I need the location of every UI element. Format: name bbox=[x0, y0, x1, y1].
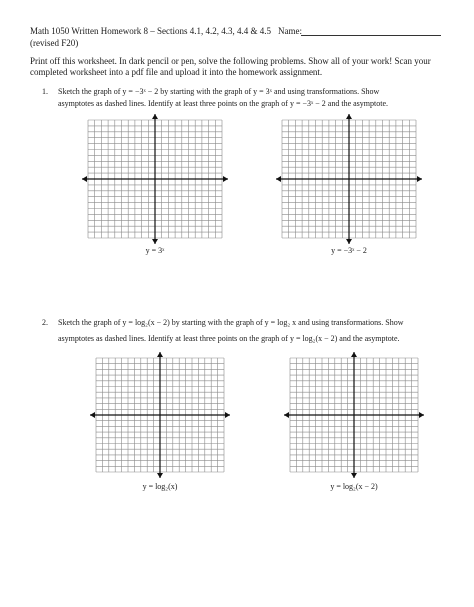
instructions-line-1: Print off this worksheet. In dark pencil or pen, solve the following problems. Show all of your work! Scan your bbox=[30, 56, 431, 66]
name-blank-line bbox=[301, 35, 441, 36]
x-axis-arrow-left bbox=[82, 176, 87, 182]
graph-caption-2b: y = log₂(x − 2) bbox=[330, 482, 378, 491]
x-axis-arrow-right bbox=[417, 176, 422, 182]
worksheet-title: Math 1050 Written Homework 8 – Sections 4.1, 4.2, 4.3, 4.4 & 4.5 bbox=[30, 26, 271, 36]
x-axis-arrow-left bbox=[90, 412, 95, 418]
x-axis-arrow-left bbox=[284, 412, 289, 418]
y-axis-arrow-down bbox=[351, 473, 357, 478]
y-axis-arrow-down bbox=[152, 239, 158, 244]
x-axis-arrow-right bbox=[223, 176, 228, 182]
graph-grid-1b[interactable] bbox=[276, 114, 422, 244]
revision-label: (revised F20) bbox=[30, 38, 79, 48]
graph-caption-1a: y = 3ˣ bbox=[145, 246, 165, 255]
instructions-line-2: completed worksheet into a pdf file and upload it into the homework assignment. bbox=[30, 67, 323, 77]
y-axis-arrow-up bbox=[157, 352, 163, 357]
y-axis-arrow-down bbox=[157, 473, 163, 478]
problem-2-number: 2. bbox=[42, 318, 48, 327]
x-axis-arrow-right bbox=[419, 412, 424, 418]
x-axis-arrow-right bbox=[225, 412, 230, 418]
problem-1-text-line-2: asymptotes as dashed lines. Identify at least three points on the graph of y = −3ˣ − 2 and the asymptote. bbox=[58, 99, 388, 108]
y-axis-arrow-up bbox=[351, 352, 357, 357]
y-axis-arrow-up bbox=[152, 114, 158, 119]
graph-caption-1b: y = −3ˣ − 2 bbox=[331, 246, 367, 255]
x-axis-arrow-left bbox=[276, 176, 281, 182]
graph-grid-2a[interactable] bbox=[90, 352, 230, 478]
graph-grid-2b[interactable] bbox=[284, 352, 424, 478]
name-label: Name: bbox=[278, 26, 302, 36]
y-axis-arrow-down bbox=[346, 239, 352, 244]
graph-caption-2a: y = log₂(x) bbox=[142, 482, 178, 491]
problem-2-text-line-2: asymptotes as dashed lines. Identify at least three points on the graph of y = log₂(x − 2) and the asymptote. bbox=[58, 334, 400, 343]
problem-1-text-line-1: Sketch the graph of y = −3ˣ − 2 by starting with the graph of y = 3ˣ and using transformations. Show bbox=[58, 87, 380, 96]
problem-1-number: 1. bbox=[42, 87, 48, 96]
y-axis-arrow-up bbox=[346, 114, 352, 119]
graph-grid-1a[interactable] bbox=[82, 114, 228, 244]
problem-2-text-line-1: Sketch the graph of y = log₂(x − 2) by starting with the graph of y = log₂ x and using transformations. Show bbox=[58, 318, 404, 327]
